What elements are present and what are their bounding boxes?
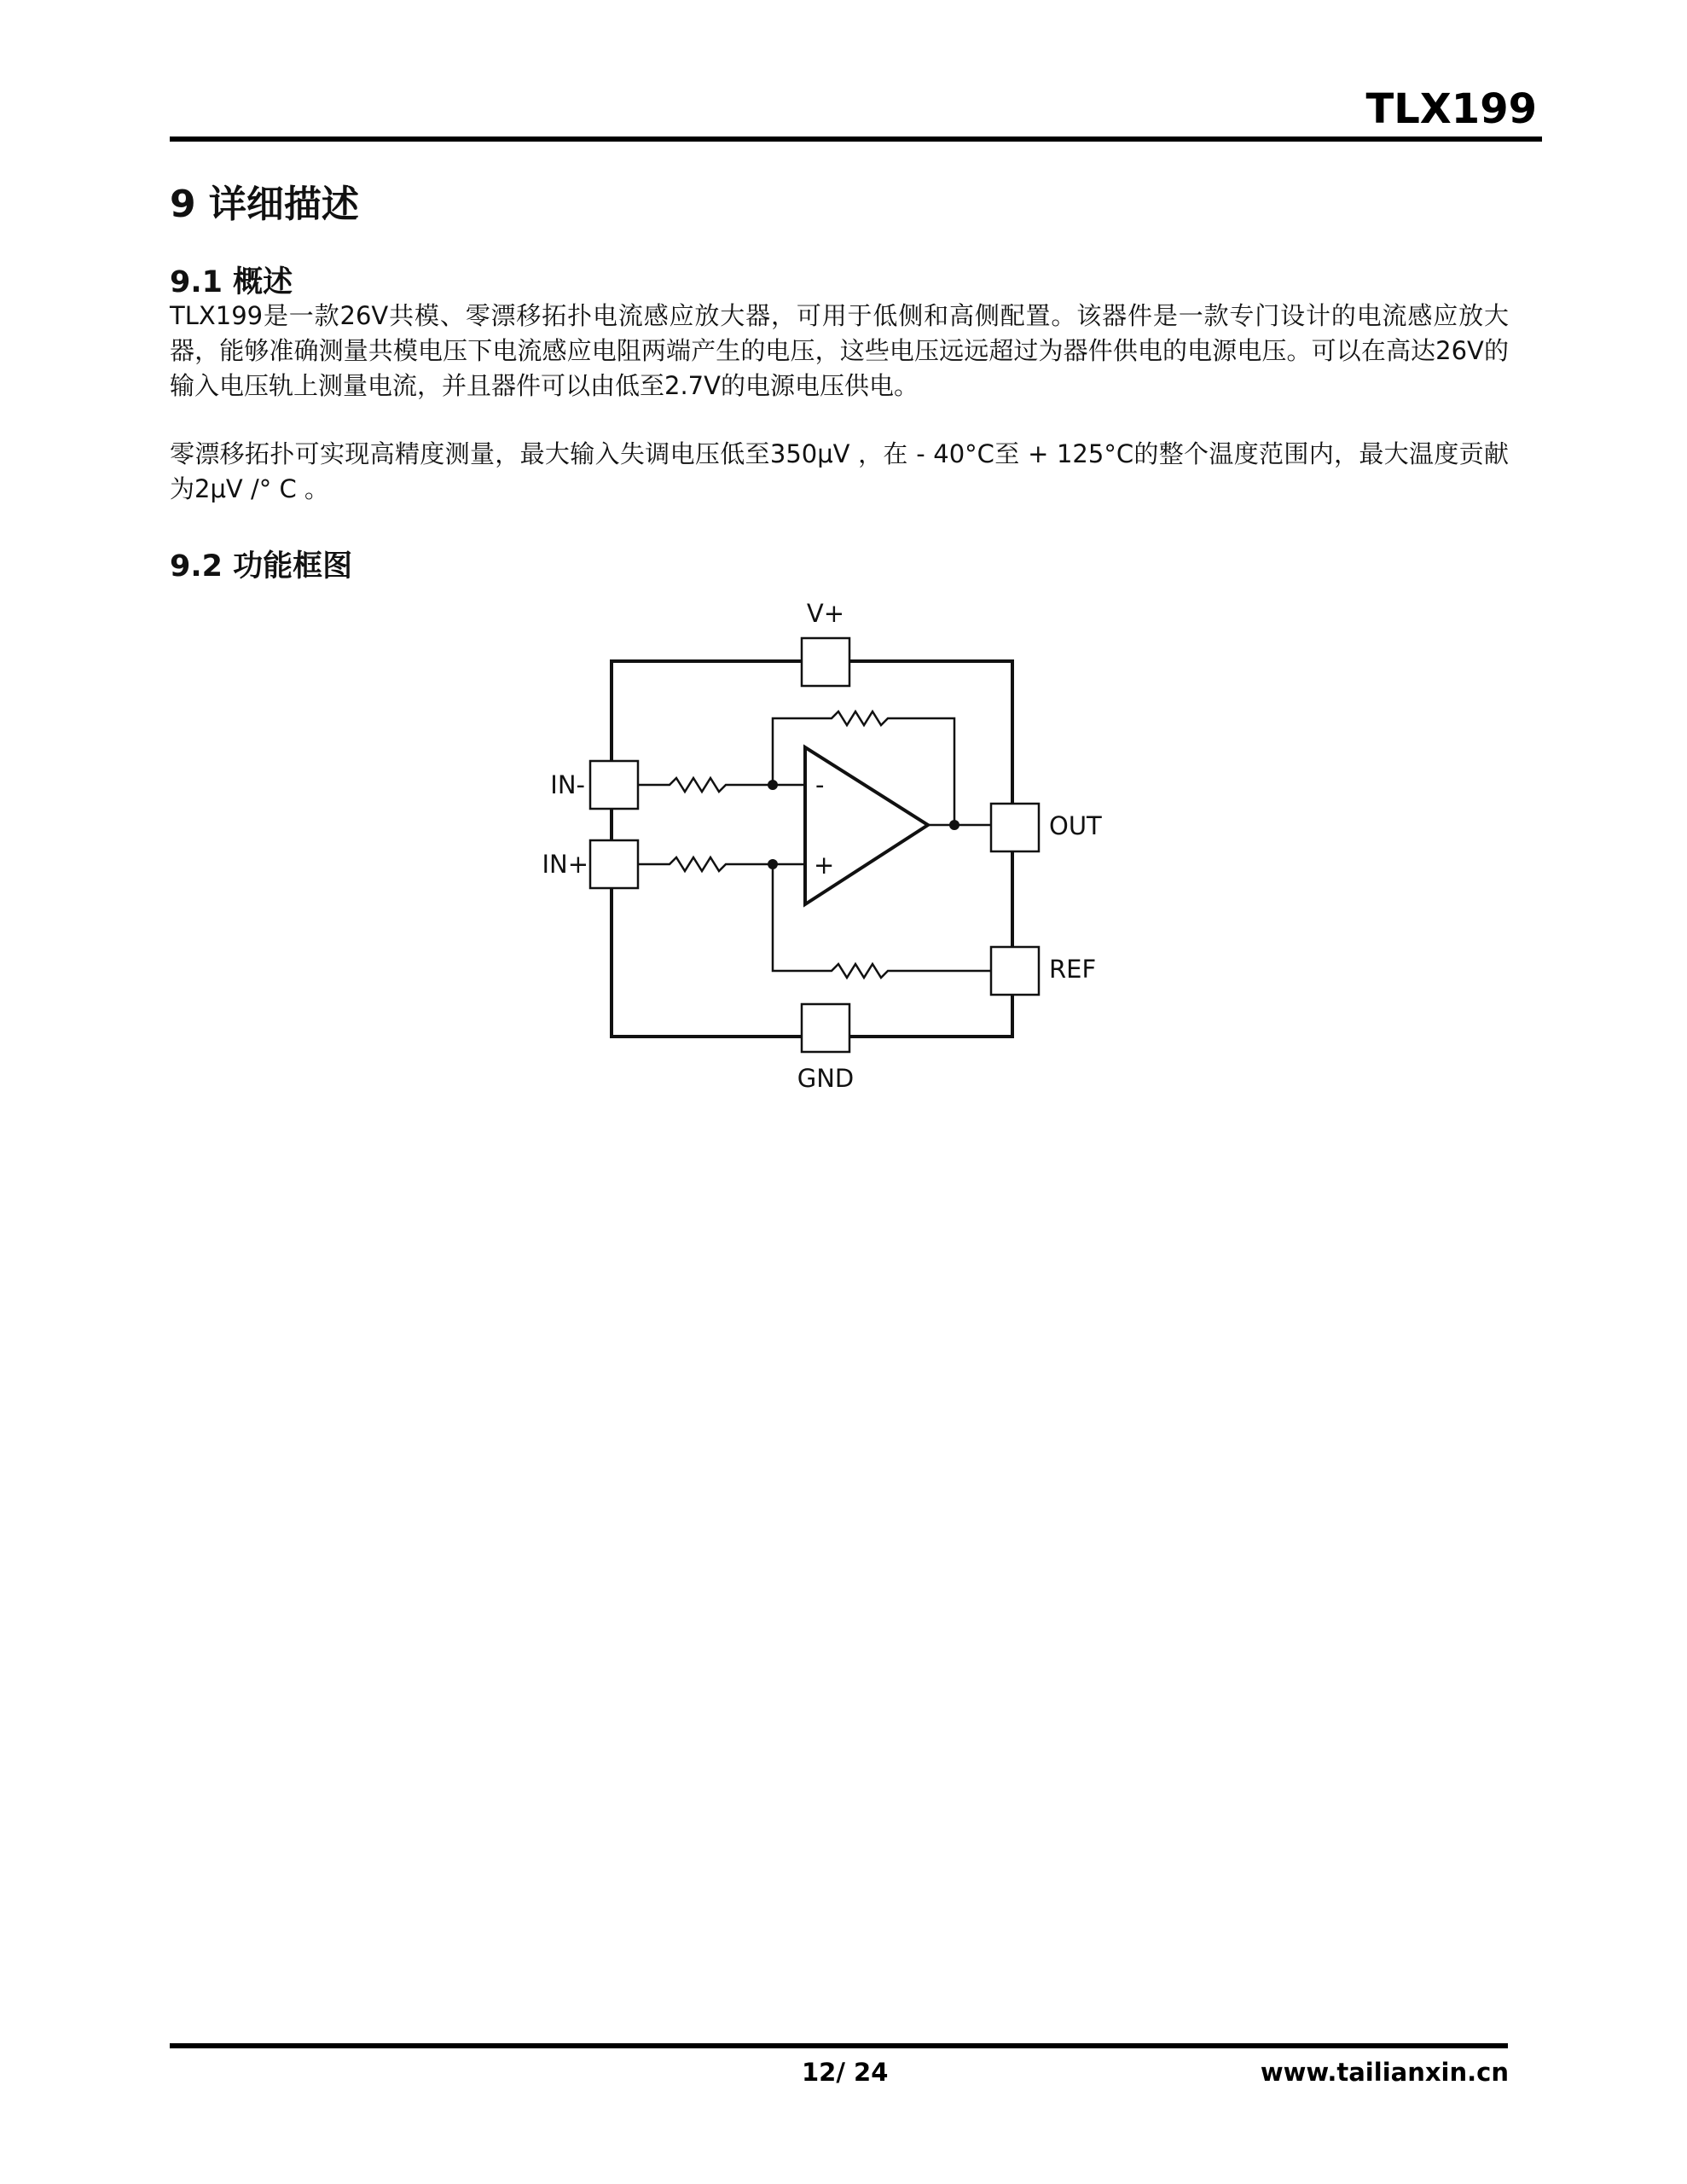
pin-label-out: OUT xyxy=(1049,811,1102,840)
header-divider xyxy=(170,136,1542,142)
website-link[interactable]: www.tailianxin.cn xyxy=(1260,2058,1509,2087)
functional-block-diagram xyxy=(512,580,1160,1109)
overview-heading: 9.1 概述 xyxy=(170,265,293,299)
block-diagram-heading: 9.2 功能框图 xyxy=(170,549,353,584)
pin-box-in-minus xyxy=(590,761,638,809)
pin-box-out xyxy=(991,804,1039,851)
pin-box-vplus xyxy=(802,638,849,686)
pin-label-in-minus: IN- xyxy=(550,770,585,799)
page-number: 12/ 24 xyxy=(802,2058,889,2087)
section-title: 9 详细描述 xyxy=(170,183,359,226)
opamp-inverting-sign: - xyxy=(815,770,825,799)
opamp-noninverting-sign: + xyxy=(814,851,835,880)
input-resistor-minus xyxy=(638,778,773,792)
part-number: TLX199 xyxy=(1365,85,1537,133)
pin-label-gnd: GND xyxy=(797,1064,855,1093)
pin-box-in-plus xyxy=(590,840,638,888)
overview-paragraph-2: 零漂移拓扑可实现高精度测量，最大输入失调电压低至350μV ，在 - 40°C至 + 125°C的整个温度范围内，最大温度贡献为2μV /° C 。 xyxy=(170,439,1509,503)
pin-label-vplus: V+ xyxy=(806,599,845,628)
pin-label-in-plus: IN+ xyxy=(542,850,588,879)
input-resistor-plus xyxy=(638,857,773,871)
footer-divider xyxy=(170,2043,1508,2048)
pin-box-ref xyxy=(991,947,1039,995)
pin-box-gnd xyxy=(802,1004,849,1052)
pin-label-ref: REF xyxy=(1049,955,1097,984)
overview-paragraph-1: TLX199是一款26V共模、零漂移拓扑电流感应放大器，可用于低侧和高侧配置。该器件是一款专门设计的电流感应放大器，能够准确测量共模电压下电流感应电阻两端产生的电压，这些电压远远超过为器件供电的电源电压。可以在高达26V的输入电压轨上测量电流，并且器件可以由低至2.7V的电源电压供电。 xyxy=(170,301,1509,400)
